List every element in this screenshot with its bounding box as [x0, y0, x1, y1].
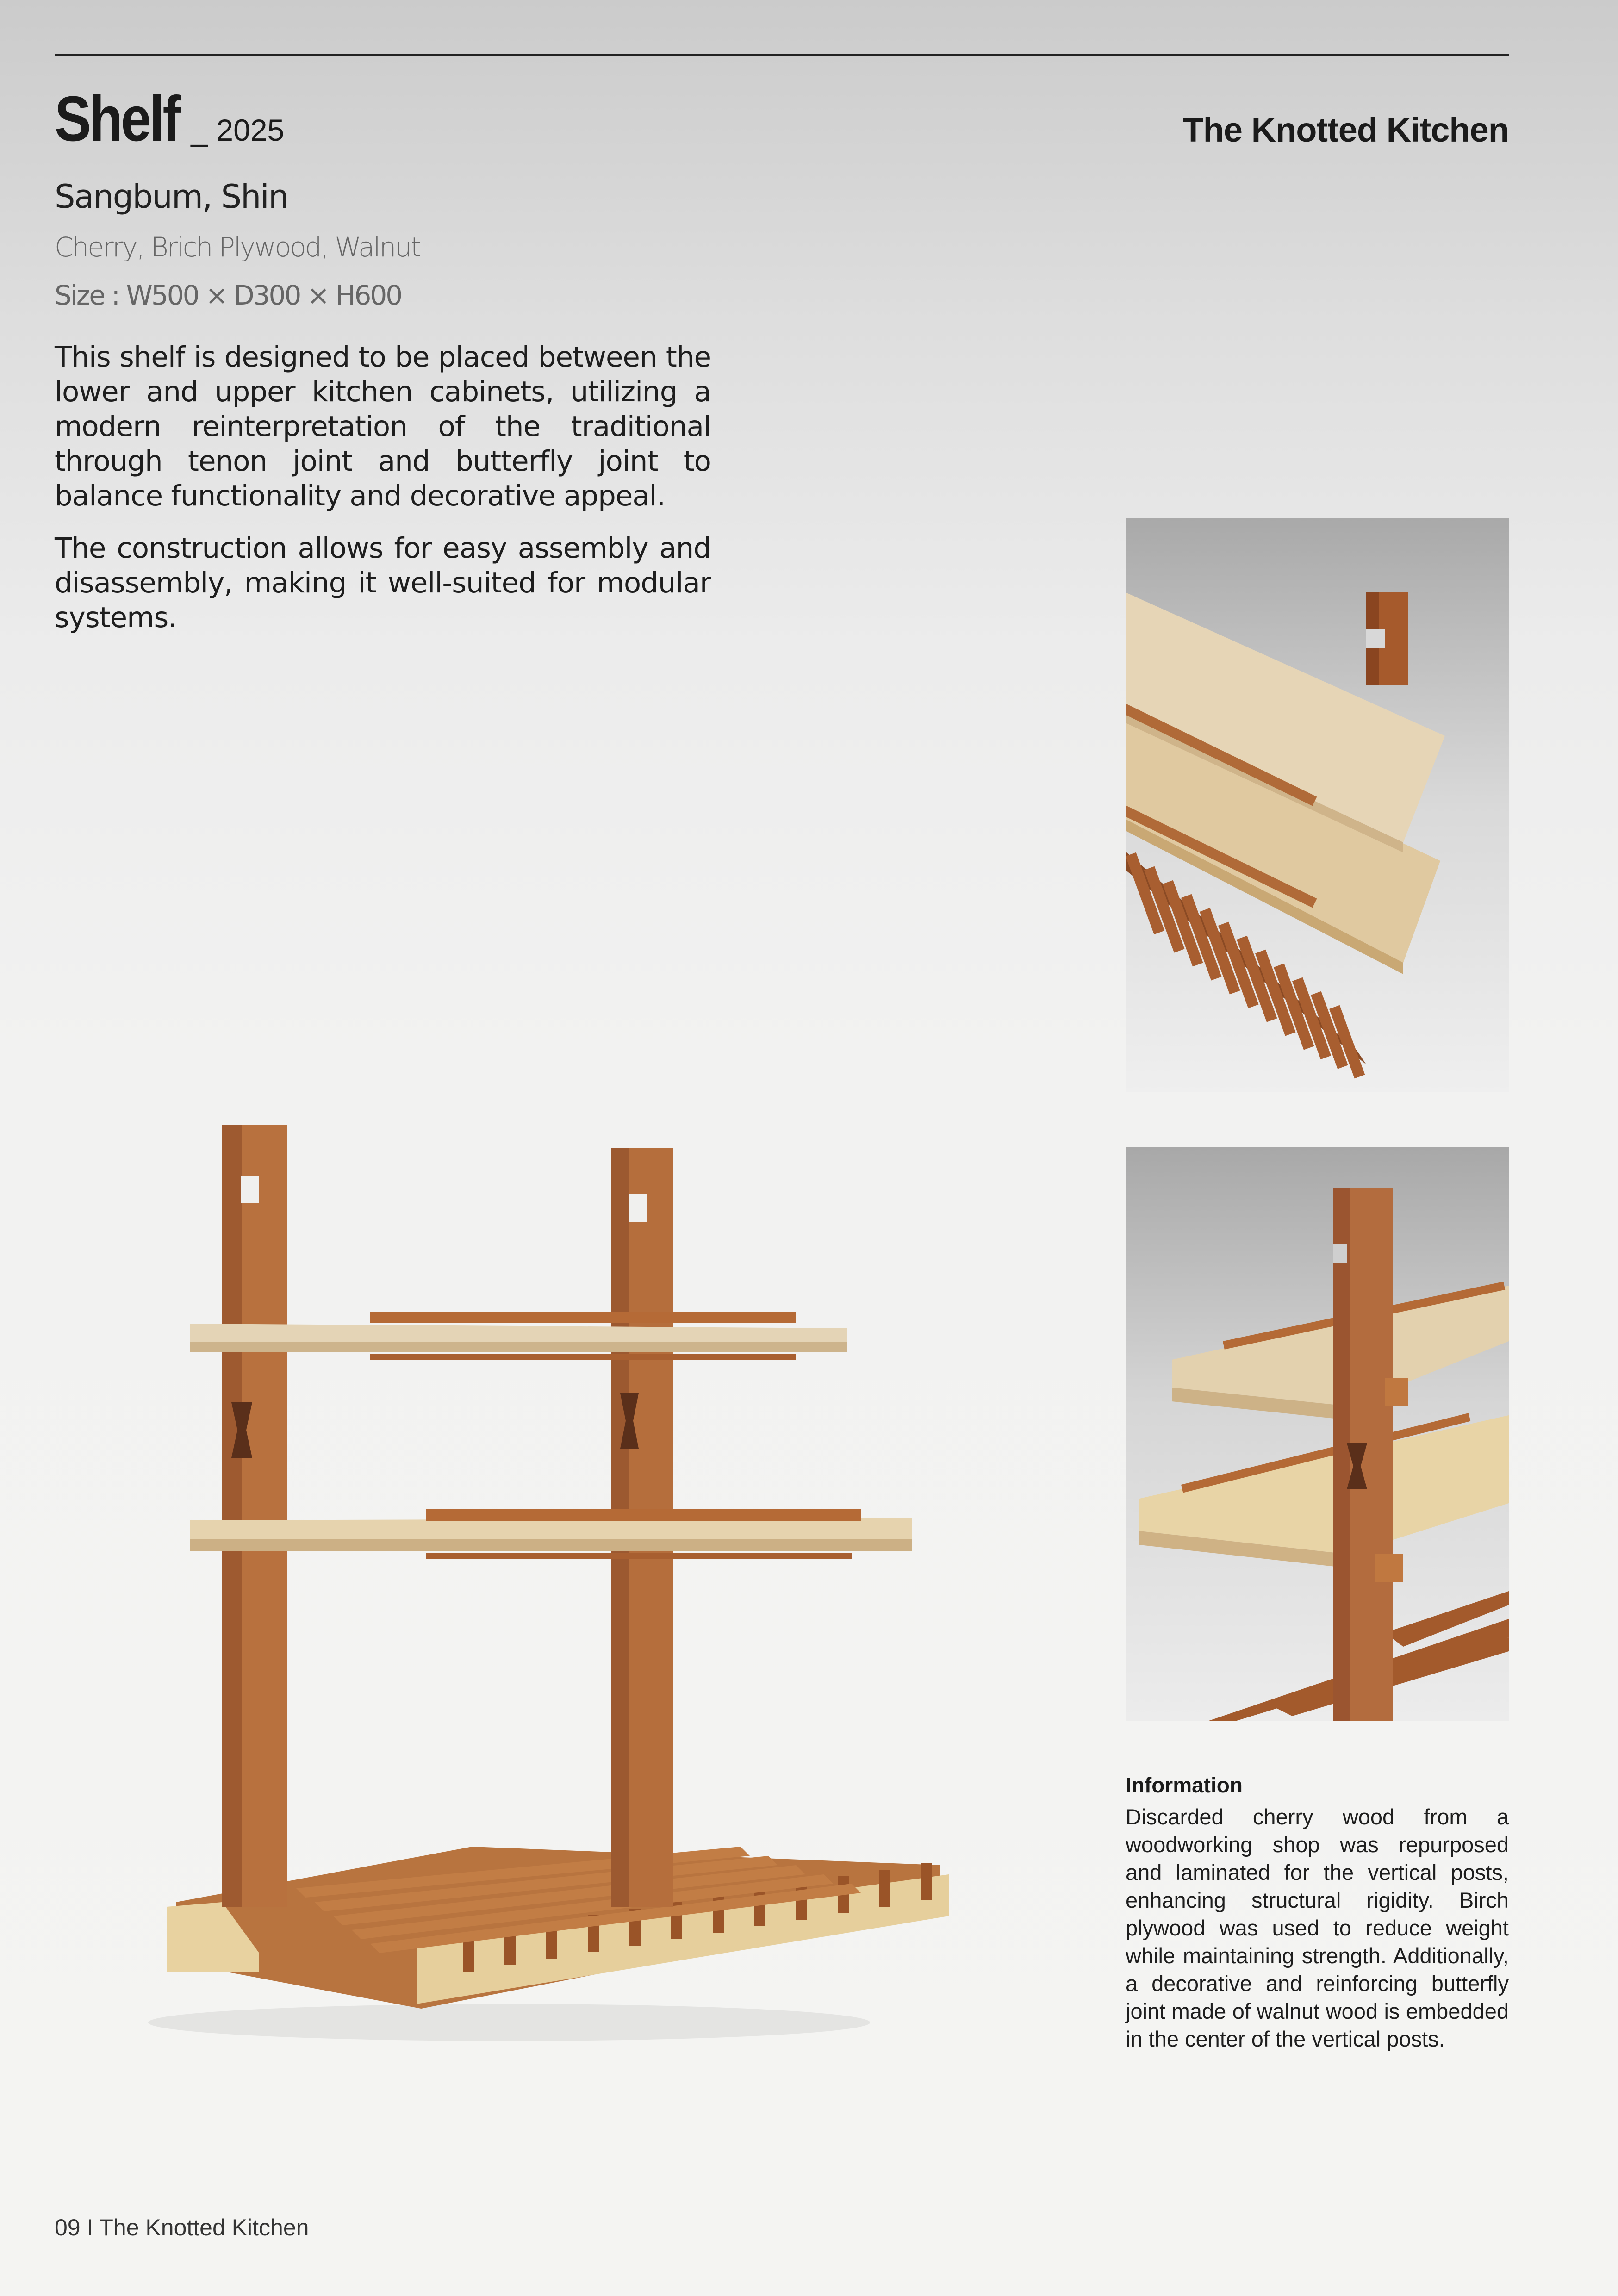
upper-plywood-shelf	[190, 1312, 847, 1360]
description-paragraph: The construction allows for easy assembly and disassembly, making it well-suited for modular systems.	[55, 532, 711, 634]
information-title: Information	[1126, 1773, 1243, 1797]
floor-shadow	[148, 2004, 870, 2041]
detail-photo-joint	[1126, 1147, 1509, 1721]
title-row	[55, 82, 284, 156]
detail-photo-shelves-illustration	[1126, 518, 1509, 1092]
top-rule	[55, 54, 1509, 56]
description-paragraph: This shelf is designed to be placed between the lower and upper kitchen cabinets, utilizing a modern reinterpretation of the traditional through tenon joint and butterfly joint to balance functionality and decorative appeal.	[55, 341, 711, 512]
information-text: Discarded cherry wood from a woodworking shop was repurposed and laminated for the vertical posts, enhancing structural rigidity. Birch plywood was used to reduce weight while maintaining strength. Additionally, a decorative and reinforcing butterfly joint made of walnut wood is embedded in the center of the vertical posts.	[1126, 1804, 1509, 2051]
brand-name: The Knotted Kitchen	[1182, 111, 1509, 149]
detail-photo-shelves	[1126, 518, 1509, 1092]
title-year: _ 2025	[191, 113, 285, 147]
author-name: Sangbum, Shin	[55, 178, 288, 216]
main-product-illustration	[139, 1101, 981, 2064]
detail-photo-joint-illustration	[1126, 1147, 1509, 1721]
description	[55, 340, 711, 653]
size-line: Size : W500 × D300 × H600	[55, 280, 402, 311]
materials-line: Cherry, Brich Plywood, Walnut	[55, 231, 420, 263]
page-title: Shelf	[55, 83, 179, 155]
page-footer: 09 I The Knotted Kitchen	[55, 2215, 309, 2240]
main-product-photo	[139, 1101, 981, 2064]
lower-plywood-shelf	[190, 1509, 912, 1559]
